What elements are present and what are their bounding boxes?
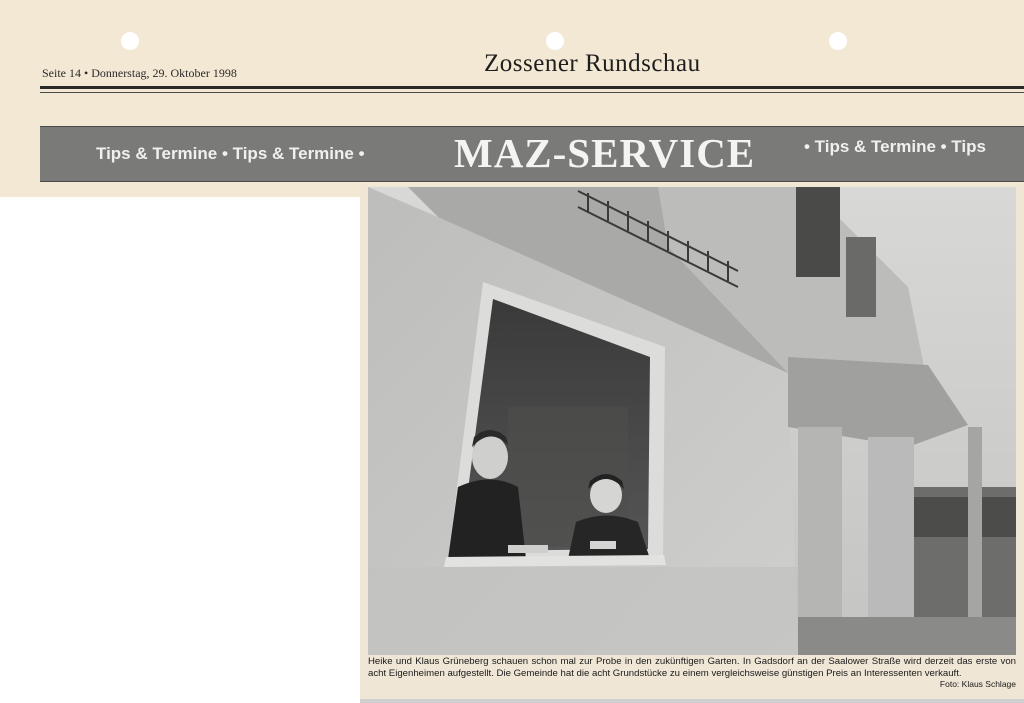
punch-hole — [829, 32, 847, 50]
banner-left-text: Tips & Termine • Tips & Termine • — [96, 144, 365, 163]
banner-right-text: • Tips & Termine • Tips — [804, 137, 986, 156]
service-banner — [40, 126, 1024, 182]
banner-title: MAZ-SERVICE — [454, 130, 756, 176]
header-rule-thin — [40, 92, 1024, 93]
punch-hole — [546, 32, 564, 50]
punch-hole — [121, 32, 139, 50]
house-photo — [368, 187, 1016, 655]
masthead-title: Zossener Rundschau — [484, 50, 701, 77]
photo-credit: Foto: Klaus Schlage — [939, 679, 1016, 689]
house-photo-image — [368, 187, 1016, 655]
header-rule — [40, 86, 1024, 89]
photo-caption: Heike und Klaus Grüneberg schauen schon mal zur Probe in den zukünftigen Garten. In Gadsdorf an der Saalower Straße wird derzeit das erste von acht Eigenheimen aufgestellt. Die Gemeinde hat die acht Grundstücke zu einem vergleichsweise günstigen Preis an Interessenten verkauft. — [368, 656, 1016, 679]
newspaper-header-clipping — [0, 0, 1024, 197]
scan-bottom-edge — [360, 699, 1024, 703]
page-info: Seite 14 • Donnerstag, 29. Oktober 1998 — [42, 66, 237, 80]
